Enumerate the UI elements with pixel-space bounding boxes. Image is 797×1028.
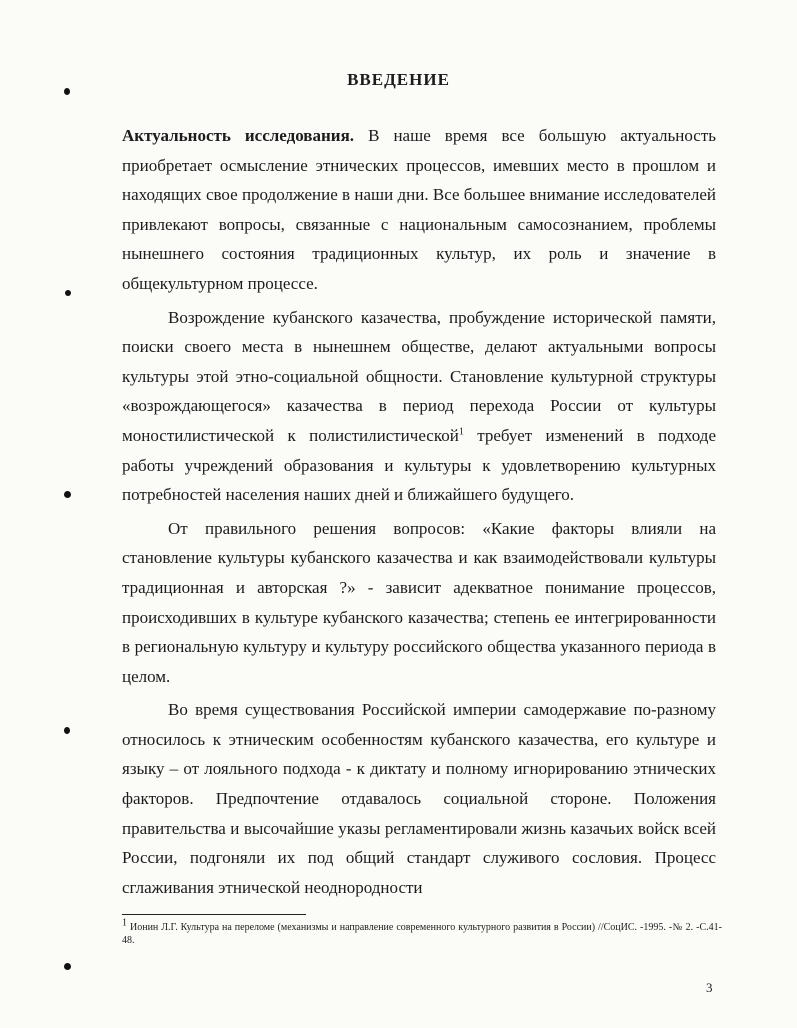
footnote-mark: 1: [122, 917, 127, 929]
footnote-reference: 1: [458, 426, 464, 438]
paragraph-2: [122, 303, 716, 510]
page-number: 3: [706, 980, 713, 995]
punch-mark: [64, 963, 71, 970]
punch-mark: [64, 727, 70, 734]
paragraph-4-text: Во время существования Российской империи самодержавие по-разному относилось к этническим особенностям кубанского казачества, его культуре и языку – от лояльного подхода - к диктату и полному игнорированию этнических факторов. Предпочтение отдавалось социальной стороне. Положения правительства и высочайшие указы регламентировали жизнь казачьих войск всей России, подгоняли их под общий стандарт служивого сословия. Процесс сглаживания этнической неоднородности: [122, 700, 716, 897]
paragraph-2-text-a: Возрождение кубанского казачества, пробуждение исторической памяти, поиски своего места в нынешнем обществе, делают актуальными вопросы культуры этой этно-социальной общности. Становление культурной структуры «возрождающегося» казачества в период перехода России от культуры моностилистической к полистилистической: [122, 307, 716, 445]
footnote: [122, 917, 722, 947]
paragraph-1-text: В наше время все большую актуальность приобретает осмысление этнических процессов, имевших место в прошлом и находящих свое продолжение в наши дни. Все большее внимание исследователей привлекают вопросы, связанные с национальным самосознанием, проблемы нынешнего состояния традиционных культур, их роль и значение в общекультурном процессе.: [122, 126, 716, 293]
paragraph-1: [122, 121, 716, 299]
lead-heading: Актуальность исследования.: [122, 126, 355, 145]
paragraph-4: [122, 695, 716, 902]
footnote-divider: [122, 914, 306, 915]
footnote-text: Ионин Л.Г. Культура на переломе (механизмы и направление современного культурного развития в России) //СоцИС. -1995. -№ 2. -С.41-48.: [122, 922, 722, 946]
paragraph-2-text-b: требует изменений в подходе работы учреждений образования и культуры к удовлетворению культурных потребностей населения наших дней и ближайшего будущего.: [122, 425, 716, 505]
paragraph-3: [122, 514, 716, 692]
paragraph-3-text: От правильного решения вопросов: «Какие факторы влияли на становление культуры кубанского казачества и как взаимодействовали культуры традиционная и авторская ?» - зависит адекватное понимание процессов, происходивших в культуре кубанского казачества; степень ее интегрированности в региональную культуру и культуру российского общества указанного периода в целом.: [122, 518, 716, 686]
page-title: ВВЕДЕНИЕ: [347, 70, 450, 89]
punch-mark: [65, 290, 71, 296]
punch-mark: [64, 88, 70, 95]
body-text: [122, 121, 716, 906]
punch-mark: [64, 491, 71, 498]
